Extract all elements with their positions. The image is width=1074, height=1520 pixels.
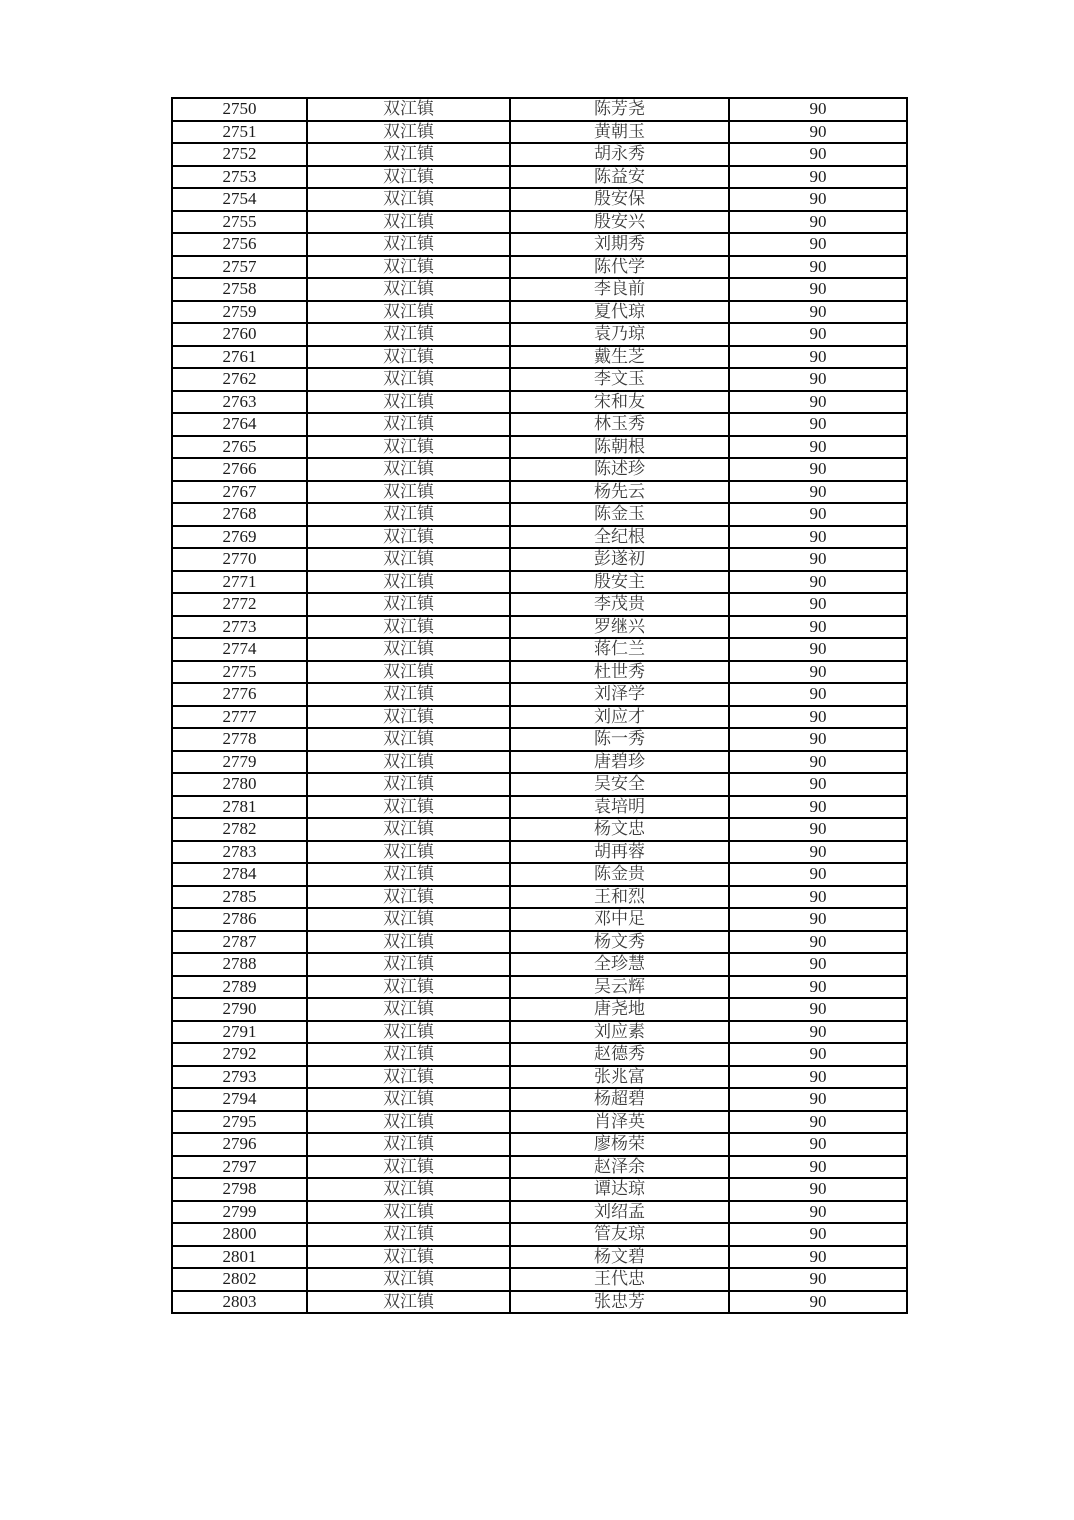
town-cell: 双江镇: [307, 346, 510, 369]
town-cell: 双江镇: [307, 796, 510, 819]
town-cell: 双江镇: [307, 728, 510, 751]
table-row: [172, 436, 907, 459]
roster-table: [171, 97, 908, 1314]
town-cell: 双江镇: [307, 166, 510, 189]
row-number-cell: 2766: [172, 458, 307, 481]
score-cell: 90: [729, 166, 907, 189]
town-cell: 双江镇: [307, 886, 510, 909]
town-cell: 双江镇: [307, 931, 510, 954]
score-cell: 90: [729, 143, 907, 166]
score-cell: 90: [729, 773, 907, 796]
town-cell: 双江镇: [307, 121, 510, 144]
table-row: [172, 638, 907, 661]
score-cell: 90: [729, 976, 907, 999]
score-cell: 90: [729, 121, 907, 144]
table-row: [172, 166, 907, 189]
person-name-cell: 蒋仁兰: [510, 638, 729, 661]
score-cell: 90: [729, 1223, 907, 1246]
person-name-cell: 杨超碧: [510, 1088, 729, 1111]
table-row: [172, 1223, 907, 1246]
person-name-cell: 谭达琼: [510, 1178, 729, 1201]
score-cell: 90: [729, 256, 907, 279]
table-row: [172, 1156, 907, 1179]
town-cell: 双江镇: [307, 751, 510, 774]
table-row: [172, 301, 907, 324]
score-cell: 90: [729, 481, 907, 504]
town-cell: 双江镇: [307, 683, 510, 706]
score-cell: 90: [729, 346, 907, 369]
table-row: [172, 413, 907, 436]
score-cell: 90: [729, 526, 907, 549]
town-cell: 双江镇: [307, 143, 510, 166]
person-name-cell: 杨文秀: [510, 931, 729, 954]
row-number-cell: 2799: [172, 1201, 307, 1224]
score-cell: 90: [729, 706, 907, 729]
person-name-cell: 唐尧地: [510, 998, 729, 1021]
row-number-cell: 2756: [172, 233, 307, 256]
table-row: [172, 1088, 907, 1111]
town-cell: 双江镇: [307, 481, 510, 504]
person-name-cell: 陈一秀: [510, 728, 729, 751]
table-row: [172, 323, 907, 346]
town-cell: 双江镇: [307, 458, 510, 481]
row-number-cell: 2789: [172, 976, 307, 999]
town-cell: 双江镇: [307, 661, 510, 684]
person-name-cell: 彭遂初: [510, 548, 729, 571]
table-row: [172, 1043, 907, 1066]
row-number-cell: 2755: [172, 211, 307, 234]
table-row: [172, 1066, 907, 1089]
town-cell: 双江镇: [307, 1043, 510, 1066]
table-row: [172, 841, 907, 864]
row-number-cell: 2779: [172, 751, 307, 774]
row-number-cell: 2765: [172, 436, 307, 459]
person-name-cell: 宋和友: [510, 391, 729, 414]
score-cell: 90: [729, 908, 907, 931]
table-row: [172, 188, 907, 211]
person-name-cell: 全纪根: [510, 526, 729, 549]
score-cell: 90: [729, 503, 907, 526]
row-number-cell: 2757: [172, 256, 307, 279]
person-name-cell: 陈金贵: [510, 863, 729, 886]
row-number-cell: 2759: [172, 301, 307, 324]
score-cell: 90: [729, 368, 907, 391]
town-cell: 双江镇: [307, 638, 510, 661]
table-row: [172, 211, 907, 234]
row-number-cell: 2782: [172, 818, 307, 841]
table-row: [172, 976, 907, 999]
town-cell: 双江镇: [307, 413, 510, 436]
town-cell: 双江镇: [307, 1066, 510, 1089]
table-row: [172, 863, 907, 886]
row-number-cell: 2752: [172, 143, 307, 166]
table-row: [172, 1291, 907, 1314]
score-cell: 90: [729, 1156, 907, 1179]
town-cell: 双江镇: [307, 571, 510, 594]
town-cell: 双江镇: [307, 1021, 510, 1044]
person-name-cell: 唐碧珍: [510, 751, 729, 774]
row-number-cell: 2753: [172, 166, 307, 189]
town-cell: 双江镇: [307, 233, 510, 256]
row-number-cell: 2792: [172, 1043, 307, 1066]
town-cell: 双江镇: [307, 706, 510, 729]
row-number-cell: 2754: [172, 188, 307, 211]
row-number-cell: 2797: [172, 1156, 307, 1179]
person-name-cell: 全珍慧: [510, 953, 729, 976]
person-name-cell: 林玉秀: [510, 413, 729, 436]
table-row: [172, 121, 907, 144]
table-row: [172, 728, 907, 751]
town-cell: 双江镇: [307, 1111, 510, 1134]
person-name-cell: 殷安保: [510, 188, 729, 211]
table-row: [172, 1268, 907, 1291]
row-number-cell: 2771: [172, 571, 307, 594]
town-cell: 双江镇: [307, 1246, 510, 1269]
score-cell: 90: [729, 841, 907, 864]
score-cell: 90: [729, 931, 907, 954]
row-number-cell: 2794: [172, 1088, 307, 1111]
row-number-cell: 2784: [172, 863, 307, 886]
table-row: [172, 346, 907, 369]
row-number-cell: 2768: [172, 503, 307, 526]
row-number-cell: 2778: [172, 728, 307, 751]
person-name-cell: 胡再蓉: [510, 841, 729, 864]
person-name-cell: 吴云辉: [510, 976, 729, 999]
row-number-cell: 2783: [172, 841, 307, 864]
table-row: [172, 661, 907, 684]
person-name-cell: 陈芳尧: [510, 98, 729, 121]
score-cell: 90: [729, 1178, 907, 1201]
town-cell: 双江镇: [307, 323, 510, 346]
score-cell: 90: [729, 233, 907, 256]
score-cell: 90: [729, 886, 907, 909]
town-cell: 双江镇: [307, 908, 510, 931]
town-cell: 双江镇: [307, 841, 510, 864]
town-cell: 双江镇: [307, 1201, 510, 1224]
table-row: [172, 368, 907, 391]
town-cell: 双江镇: [307, 998, 510, 1021]
town-cell: 双江镇: [307, 976, 510, 999]
person-name-cell: 肖泽英: [510, 1111, 729, 1134]
person-name-cell: 杨先云: [510, 481, 729, 504]
row-number-cell: 2780: [172, 773, 307, 796]
table-row: [172, 458, 907, 481]
person-name-cell: 胡永秀: [510, 143, 729, 166]
town-cell: 双江镇: [307, 256, 510, 279]
person-name-cell: 李茂贵: [510, 593, 729, 616]
row-number-cell: 2803: [172, 1291, 307, 1314]
row-number-cell: 2764: [172, 413, 307, 436]
person-name-cell: 刘泽学: [510, 683, 729, 706]
table-row: [172, 481, 907, 504]
person-name-cell: 刘绍孟: [510, 1201, 729, 1224]
score-cell: 90: [729, 796, 907, 819]
row-number-cell: 2769: [172, 526, 307, 549]
table-row: [172, 908, 907, 931]
row-number-cell: 2773: [172, 616, 307, 639]
town-cell: 双江镇: [307, 391, 510, 414]
person-name-cell: 袁培明: [510, 796, 729, 819]
person-name-cell: 刘应素: [510, 1021, 729, 1044]
person-name-cell: 邓中足: [510, 908, 729, 931]
row-number-cell: 2781: [172, 796, 307, 819]
person-name-cell: 戴生芝: [510, 346, 729, 369]
score-cell: 90: [729, 683, 907, 706]
town-cell: 双江镇: [307, 1223, 510, 1246]
score-cell: 90: [729, 818, 907, 841]
table-row: [172, 953, 907, 976]
score-cell: 90: [729, 1066, 907, 1089]
row-number-cell: 2788: [172, 953, 307, 976]
person-name-cell: 杨文碧: [510, 1246, 729, 1269]
town-cell: 双江镇: [307, 1088, 510, 1111]
score-cell: 90: [729, 863, 907, 886]
score-cell: 90: [729, 391, 907, 414]
table-row: [172, 751, 907, 774]
row-number-cell: 2800: [172, 1223, 307, 1246]
town-cell: 双江镇: [307, 616, 510, 639]
score-cell: 90: [729, 661, 907, 684]
table-row: [172, 548, 907, 571]
table-row: [172, 98, 907, 121]
score-cell: 90: [729, 751, 907, 774]
town-cell: 双江镇: [307, 278, 510, 301]
row-number-cell: 2801: [172, 1246, 307, 1269]
row-number-cell: 2793: [172, 1066, 307, 1089]
person-name-cell: 杨文忠: [510, 818, 729, 841]
score-cell: 90: [729, 1021, 907, 1044]
town-cell: 双江镇: [307, 1291, 510, 1314]
score-cell: 90: [729, 188, 907, 211]
town-cell: 双江镇: [307, 818, 510, 841]
score-cell: 90: [729, 1268, 907, 1291]
person-name-cell: 黄朝玉: [510, 121, 729, 144]
town-cell: 双江镇: [307, 773, 510, 796]
row-number-cell: 2787: [172, 931, 307, 954]
score-cell: 90: [729, 638, 907, 661]
table-row: [172, 931, 907, 954]
table-row: [172, 683, 907, 706]
person-name-cell: 夏代琼: [510, 301, 729, 324]
row-number-cell: 2802: [172, 1268, 307, 1291]
person-name-cell: 杜世秀: [510, 661, 729, 684]
score-cell: 90: [729, 1088, 907, 1111]
row-number-cell: 2761: [172, 346, 307, 369]
table-row: [172, 1178, 907, 1201]
score-cell: 90: [729, 1291, 907, 1314]
score-cell: 90: [729, 323, 907, 346]
score-cell: 90: [729, 593, 907, 616]
town-cell: 双江镇: [307, 301, 510, 324]
person-name-cell: 罗继兴: [510, 616, 729, 639]
score-cell: 90: [729, 998, 907, 1021]
score-cell: 90: [729, 953, 907, 976]
score-cell: 90: [729, 211, 907, 234]
table-row: [172, 796, 907, 819]
person-name-cell: 刘期秀: [510, 233, 729, 256]
score-cell: 90: [729, 1246, 907, 1269]
table-row: [172, 1133, 907, 1156]
row-number-cell: 2795: [172, 1111, 307, 1134]
score-cell: 90: [729, 301, 907, 324]
score-cell: 90: [729, 548, 907, 571]
person-name-cell: 管友琼: [510, 1223, 729, 1246]
person-name-cell: 李文玉: [510, 368, 729, 391]
town-cell: 双江镇: [307, 98, 510, 121]
table-row: [172, 1021, 907, 1044]
row-number-cell: 2774: [172, 638, 307, 661]
row-number-cell: 2790: [172, 998, 307, 1021]
row-number-cell: 2750: [172, 98, 307, 121]
row-number-cell: 2785: [172, 886, 307, 909]
table-row: [172, 571, 907, 594]
table-row: [172, 278, 907, 301]
person-name-cell: 王和烈: [510, 886, 729, 909]
row-number-cell: 2777: [172, 706, 307, 729]
table-row: [172, 1111, 907, 1134]
row-number-cell: 2762: [172, 368, 307, 391]
person-name-cell: 张忠芳: [510, 1291, 729, 1314]
score-cell: 90: [729, 1111, 907, 1134]
score-cell: 90: [729, 571, 907, 594]
table-row: [172, 706, 907, 729]
person-name-cell: 赵泽余: [510, 1156, 729, 1179]
table-row: [172, 233, 907, 256]
table-row: [172, 391, 907, 414]
person-name-cell: 殷安主: [510, 571, 729, 594]
person-name-cell: 王代忠: [510, 1268, 729, 1291]
row-number-cell: 2751: [172, 121, 307, 144]
town-cell: 双江镇: [307, 593, 510, 616]
town-cell: 双江镇: [307, 368, 510, 391]
town-cell: 双江镇: [307, 436, 510, 459]
score-cell: 90: [729, 436, 907, 459]
score-cell: 90: [729, 1201, 907, 1224]
score-cell: 90: [729, 98, 907, 121]
person-name-cell: 陈代学: [510, 256, 729, 279]
row-number-cell: 2770: [172, 548, 307, 571]
score-cell: 90: [729, 413, 907, 436]
person-name-cell: 张兆富: [510, 1066, 729, 1089]
table-row: [172, 1201, 907, 1224]
row-number-cell: 2776: [172, 683, 307, 706]
score-cell: 90: [729, 728, 907, 751]
roster-table-body: [172, 98, 907, 1313]
town-cell: 双江镇: [307, 526, 510, 549]
score-cell: 90: [729, 458, 907, 481]
person-name-cell: 赵德秀: [510, 1043, 729, 1066]
row-number-cell: 2760: [172, 323, 307, 346]
row-number-cell: 2758: [172, 278, 307, 301]
score-cell: 90: [729, 1133, 907, 1156]
town-cell: 双江镇: [307, 953, 510, 976]
score-cell: 90: [729, 278, 907, 301]
town-cell: 双江镇: [307, 1156, 510, 1179]
row-number-cell: 2796: [172, 1133, 307, 1156]
row-number-cell: 2786: [172, 908, 307, 931]
person-name-cell: 陈述珍: [510, 458, 729, 481]
person-name-cell: 吴安全: [510, 773, 729, 796]
person-name-cell: 刘应才: [510, 706, 729, 729]
town-cell: 双江镇: [307, 1268, 510, 1291]
table-row: [172, 526, 907, 549]
table-row: [172, 998, 907, 1021]
table-row: [172, 616, 907, 639]
town-cell: 双江镇: [307, 863, 510, 886]
row-number-cell: 2772: [172, 593, 307, 616]
table-row: [172, 503, 907, 526]
person-name-cell: 陈朝根: [510, 436, 729, 459]
row-number-cell: 2791: [172, 1021, 307, 1044]
table-row: [172, 818, 907, 841]
town-cell: 双江镇: [307, 503, 510, 526]
town-cell: 双江镇: [307, 1133, 510, 1156]
town-cell: 双江镇: [307, 1178, 510, 1201]
score-cell: 90: [729, 616, 907, 639]
table-row: [172, 256, 907, 279]
table-row: [172, 773, 907, 796]
row-number-cell: 2798: [172, 1178, 307, 1201]
table-row: [172, 886, 907, 909]
person-name-cell: 李良前: [510, 278, 729, 301]
person-name-cell: 陈益安: [510, 166, 729, 189]
table-row: [172, 143, 907, 166]
row-number-cell: 2775: [172, 661, 307, 684]
person-name-cell: 陈金玉: [510, 503, 729, 526]
table-row: [172, 1246, 907, 1269]
table-row: [172, 593, 907, 616]
person-name-cell: 廖杨荣: [510, 1133, 729, 1156]
town-cell: 双江镇: [307, 548, 510, 571]
person-name-cell: 殷安兴: [510, 211, 729, 234]
person-name-cell: 袁乃琼: [510, 323, 729, 346]
town-cell: 双江镇: [307, 211, 510, 234]
row-number-cell: 2763: [172, 391, 307, 414]
row-number-cell: 2767: [172, 481, 307, 504]
score-cell: 90: [729, 1043, 907, 1066]
town-cell: 双江镇: [307, 188, 510, 211]
